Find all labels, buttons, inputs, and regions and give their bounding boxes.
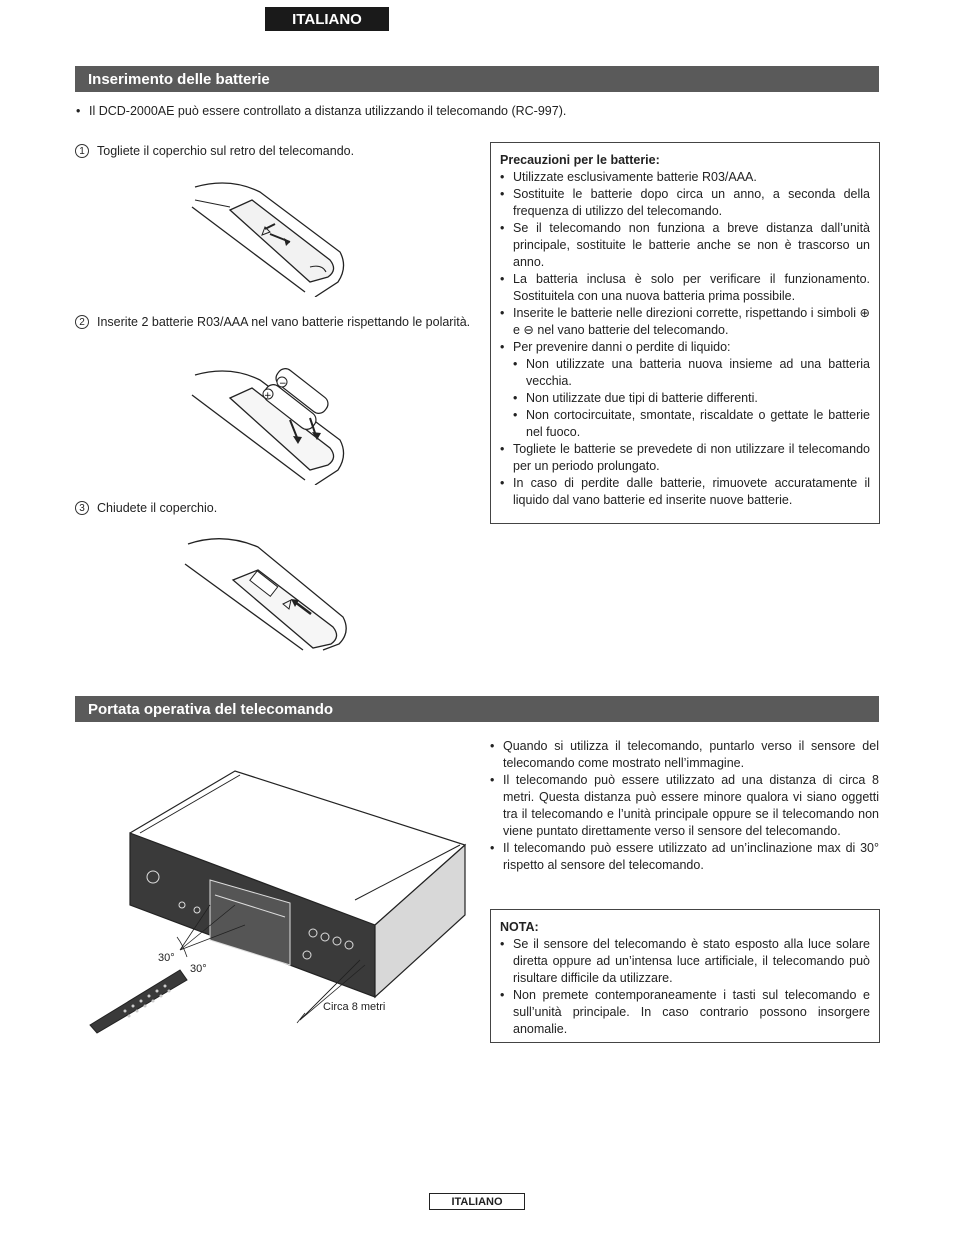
svg-text:−: −	[279, 379, 287, 389]
precaution-item: • Per prevenire danni o perdite di liquido:	[500, 339, 870, 356]
svg-text:+: +	[264, 391, 272, 401]
precaution-item: • Sostituite le batterie dopo circa un anno, a seconda della frequenza di utilizzo del telecomando.	[500, 186, 870, 220]
language-tab: ITALIANO	[265, 7, 389, 31]
remote-insert-batteries-illustration	[190, 360, 345, 485]
step-3	[75, 500, 492, 517]
distance-label: Circa 8 metri	[323, 1001, 386, 1013]
precaution-item: • Inserite le batterie nelle direzioni corrette, rispettando i simboli ⊕ e ⊖ nel vano batterie del telecomando.	[500, 305, 870, 339]
footer-language-tab: ITALIANO	[429, 1193, 525, 1210]
step-text: Togliete il coperchio sul retro del telecomando.	[97, 144, 355, 158]
step-2	[75, 314, 492, 331]
nota-box	[490, 909, 880, 1043]
intro-text	[76, 103, 636, 120]
step-text: Chiudete il coperchio.	[97, 501, 218, 515]
section-title-portata: Portata operativa del telecomando	[75, 696, 879, 722]
step-number: 1	[75, 144, 89, 158]
precaution-item: • Utilizzate esclusivamente batterie R03/AAA.	[500, 169, 870, 186]
precaution-item: • Togliete le batterie se prevedete di non utilizzare il telecomando per un periodo prolungato.	[500, 441, 870, 475]
nota-item: • Non premete contemporaneamente i tasti sul telecomando e sull’unità principale. In caso contrario possono insorgere anomalie.	[500, 987, 870, 1038]
precautions-title: Precauzioni per le batterie:	[500, 153, 660, 167]
nota-item: • Se il sensore del telecomando è stato esposto alla luce solare diretta oppure ad un’intensa luce artificiale, il telecomando può risultare difficile da utilizzare.	[500, 936, 870, 987]
step-1	[75, 143, 492, 160]
range-bullet: • Il telecomando può essere utilizzato ad una distanza di circa 8 metri. Questa distanza può essere minore qualora vi siano oggetti tra il telecomando e l’unità principale oppure se il telecomando non viene puntato direttamente verso il sensore del telecomando.	[490, 772, 879, 840]
intro-bullet: • Il DCD-2000AE può essere controllato a distanza utilizzando il telecomando (RC-997).	[76, 103, 636, 120]
angle-label-left: 30°	[158, 952, 175, 964]
precaution-subitem: • Non utilizzate due tipi di batterie differenti.	[500, 390, 870, 407]
precaution-item: • In caso di perdite dalle batterie, rimuovete accuratamente il liquido dal vano batterie ed inserite nuove batterie.	[500, 475, 870, 509]
section-title-batterie: Inserimento delle batterie	[75, 66, 879, 92]
range-bullets	[490, 738, 879, 874]
angle-label-right: 30°	[190, 963, 207, 975]
step-number: 2	[75, 315, 89, 329]
step-text: Inserite 2 batterie R03/AAA nel vano batterie rispettando le polarità.	[97, 315, 471, 329]
precaution-item: • La batteria inclusa è solo per verificare il funzionamento. Sostituitela con una nuova batteria prima possibile.	[500, 271, 870, 305]
step-number: 3	[75, 501, 89, 515]
battery-precautions-box	[490, 142, 880, 524]
remote-range-illustration	[85, 765, 480, 1040]
precaution-subitem: • Non utilizzate una batteria nuova insieme ad una batteria vecchia.	[500, 356, 870, 390]
precaution-item: • Se il telecomando non funziona a breve distanza dall’unità principale, sostituite le batterie anche se non è trascorso un anno.	[500, 220, 870, 271]
range-bullet: • Il telecomando può essere utilizzato ad un’inclinazione max di 30° rispetto al sensore del telecomando.	[490, 840, 879, 874]
remote-open-cover-illustration	[190, 172, 345, 297]
remote-close-cover-illustration	[183, 532, 353, 657]
precaution-subitem: • Non cortocircuitate, smontate, riscaldate o gettate le batterie nel fuoco.	[500, 407, 870, 441]
range-bullet: • Quando si utilizza il telecomando, puntarlo verso il sensore del telecomando come mostrato nell’immagine.	[490, 738, 879, 772]
nota-title: NOTA:	[500, 920, 539, 934]
